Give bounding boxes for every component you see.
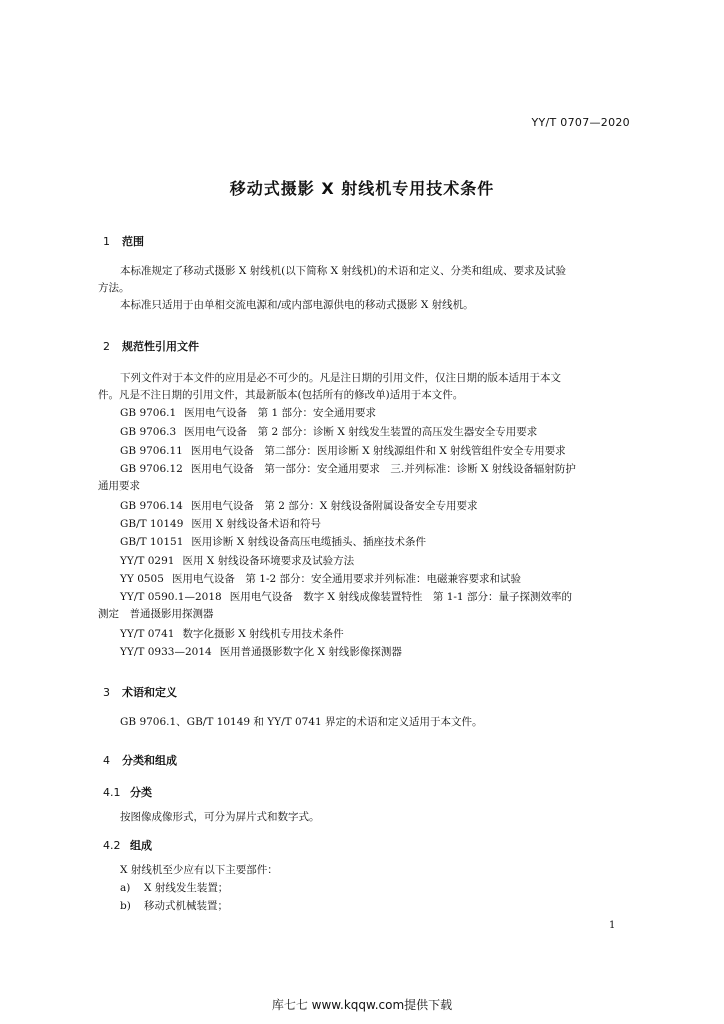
list-item-label: b) <box>120 900 131 912</box>
reference-item <box>120 572 521 586</box>
reference-code: GB 9706.3 <box>120 426 177 438</box>
reference-code: GB/T 10151 <box>120 536 184 548</box>
section-number: 1 <box>103 235 110 248</box>
reference-title: 医用电气设备 第二部分：医用诊断 X 射线源组件和 X 射线管组件安全专用要求 <box>190 445 566 457</box>
standard-number: YY/T 0707—2020 <box>531 116 630 129</box>
reference-item <box>120 406 376 420</box>
section-title: 分类和组成 <box>122 754 177 767</box>
reference-title: 医用电气设备 第 2 部分：诊断 X 射线发生装置的高压发生器安全专用要求 <box>184 426 538 438</box>
reference-title: 医用 X 射线设备术语和符号 <box>191 518 322 530</box>
section-1-heading <box>103 233 144 249</box>
list-item-text: 移动式机械装置； <box>144 900 228 912</box>
reference-title: 医用电气设备 第一部分：安全通用要求 三.并列标准：诊断 X 射线设备辐射防护 <box>190 463 576 475</box>
page-number: 1 <box>609 920 616 931</box>
reference-code: GB/T 10149 <box>120 518 184 530</box>
reference-code: YY/T 0291 <box>120 555 175 567</box>
section-number: 2 <box>103 340 110 353</box>
subsection-4-2-heading <box>103 837 152 853</box>
section-title: 范围 <box>122 235 144 248</box>
reference-item <box>120 645 402 659</box>
section-2-heading <box>103 338 199 354</box>
reference-code: GB 9706.14 <box>120 500 183 512</box>
list-item <box>120 899 228 913</box>
list-item-text: X 射线发生装置； <box>144 882 229 894</box>
reference-title: 医用电气设备 数字 X 射线成像装置特性 第 1-1 部分：量子探测效率的 <box>229 591 572 603</box>
reference-item <box>120 535 426 549</box>
download-source-banner: 库七七 www.kqqw.com提供下载 <box>271 998 453 1012</box>
list-item-label: a) <box>120 882 131 894</box>
section-4-heading <box>103 752 177 768</box>
list-item <box>120 881 228 895</box>
reference-title: 医用诊断 X 射线设备高压电缆插头、插座技术条件 <box>191 536 427 548</box>
reference-code: YY/T 0741 <box>120 628 175 640</box>
reference-continuation: 测定 普通摄影用探测器 <box>98 608 214 620</box>
subsection-4-1-heading <box>103 784 152 800</box>
reference-item <box>120 554 354 568</box>
section-3-heading <box>103 684 177 700</box>
reference-title: 医用普通摄影数字化 X 射线影像探测器 <box>219 646 402 658</box>
reference-code: YY 0505 <box>120 573 164 585</box>
section-number: 4 <box>103 754 110 767</box>
subsection-number: 4.1 <box>103 786 121 799</box>
section-title: 术语和定义 <box>122 686 177 699</box>
reference-title: 数字化摄影 X 射线机专用技术条件 <box>182 628 344 640</box>
subsection-number: 4.2 <box>103 839 121 852</box>
reference-code: YY/T 0590.1—2018 <box>120 591 222 603</box>
section-number: 3 <box>103 686 110 699</box>
reference-code: YY/T 0933—2014 <box>120 646 212 658</box>
reference-code: GB 9706.11 <box>120 445 183 457</box>
subsection-title: 组成 <box>130 839 152 852</box>
paragraph-line: 本标准只适用于由单相交流电源和/或内部电源供电的移动式摄影 X 射线机。 <box>120 299 474 311</box>
paragraph-line: GB 9706.1、GB/T 10149 和 YY/T 0741 界定的术语和定义适用于本文件。 <box>120 716 483 728</box>
reference-title: 医用电气设备 第 1-2 部分：安全通用要求并列标准：电磁兼容要求和试验 <box>171 573 522 585</box>
reference-item <box>120 627 344 641</box>
reference-item <box>120 499 478 513</box>
reference-item <box>120 517 321 531</box>
reference-title: 医用电气设备 第 2 部分：X 射线设备附属设备安全专用要求 <box>190 500 478 512</box>
paragraph-line: 本标准规定了移动式摄影 X 射线机(以下简称 X 射线机)的术语和定义、分类和组成、要求及试验 <box>120 265 566 277</box>
reference-item <box>120 590 572 604</box>
reference-title: 医用 X 射线设备环境要求及试验方法 <box>182 555 355 567</box>
reference-item <box>120 425 537 439</box>
paragraph-line: X 射线机至少应有以下主要部件： <box>120 864 278 876</box>
reference-continuation: 通用要求 <box>98 480 140 492</box>
section-title: 规范性引用文件 <box>122 340 199 353</box>
subsection-title: 分类 <box>130 786 152 799</box>
reference-code: GB 9706.1 <box>120 407 177 419</box>
paragraph-line: 下列文件对于本文件的应用是必不可少的。凡是注日期的引用文件，仅注日期的版本适用于本文 <box>120 372 561 384</box>
paragraph-line: 件。凡是不注日期的引用文件，其最新版本(包括所有的修改单)适用于本文件。 <box>98 389 464 401</box>
reference-item <box>120 462 576 476</box>
reference-title: 医用电气设备 第 1 部分：安全通用要求 <box>184 407 377 419</box>
document-title: 移动式摄影 X 射线机专用技术条件 <box>229 179 495 198</box>
reference-item <box>120 444 566 458</box>
reference-code: GB 9706.12 <box>120 463 183 475</box>
paragraph-line: 按图像成像形式，可分为屏片式和数字式。 <box>120 811 320 823</box>
paragraph-line: 方法。 <box>98 282 130 294</box>
